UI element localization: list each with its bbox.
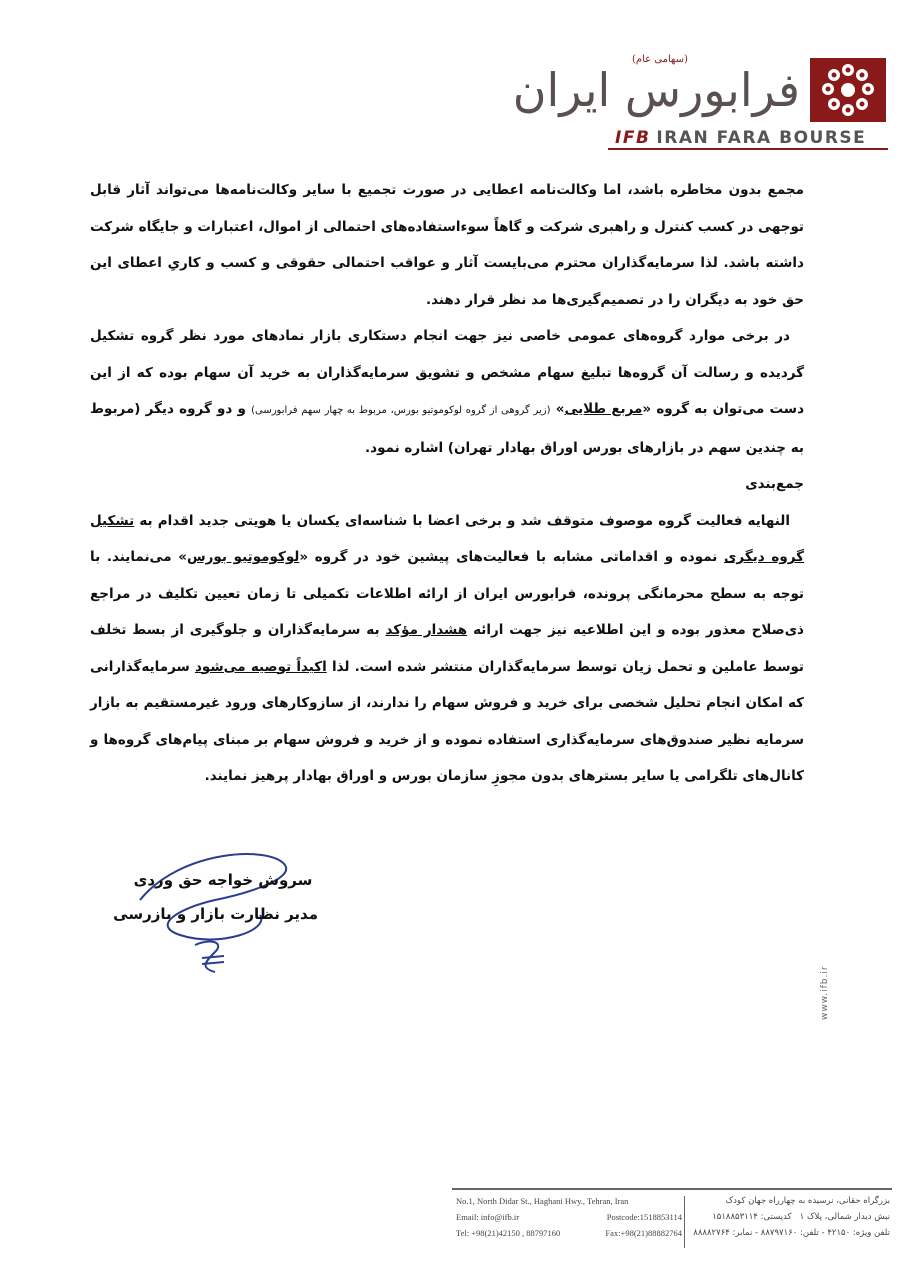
paragraph-2: در برخی موارد گروه‌های عمومی خاصی نیز جهت انجام دستکاری بازار نمادهای مورد نظر گروه تشکیل گردیده و رسالت آن گروه‌ها تبلیغ سهام مشخص و تشویق سرمایه‌گذاران به خرید آن سهام بوده که از این دست می‌توان به گروه «مربع طلایی» (زیر گروهی از گروه لوکوموتیو بورس، مربوط به چهار سهم فرابورسی) و دو گروه دیگر (مربوط به چندین سهم در بازارهای بورس اوراق بهادار تهران) اشاره نمود. (90, 328, 805, 456)
strong-warning-phrase: هشدار مؤکد (385, 622, 468, 638)
footer-postcode-fa: کدپستی: ۱۵۱۸۸۵۳۱۱۴ (712, 1212, 792, 1222)
footer-english (456, 1193, 682, 1241)
logo-english-text: IRAN FARA BOURSE (656, 128, 867, 148)
paragraph-3: النهایه فعالیت گروه موصوف متوقف شد و برخی اعضا با شناسه‌ای یکسان یا هویتی جدید اقدام به تشکیل گروه دیگری نموده و اقداماتی مشابه با فعالیت‌های پیشین خود در گروه «لوکوموتیو بورس» می‌نمایند. با توجه به سطح محرمانگی پرونده، فرابورس ایران از ارائه اطلاعات تکمیلی تا زمان تعیین تکلیف در مراجع ذی‌صلاح معذور بوده و این اطلاعیه نیز جهت ارائه هشدار مؤکد به سرمایه‌گذاران و جلوگیری از بسط تخلف توسط عاملین و تحمل زیان توسط سرمایه‌گذاران منتشر شده است. لذا اکیداً توصیه می‌شود سرمایه‌گذارانی که امکان انجام تحلیل شخصی برای خرید و فروش سهام را ندارند، از سازوکارهای ورود غیرمستقیم به بازار سرمایه نظیر صندوق‌های سرمایه‌گذاری استفاده نموده و از خرید و فروش سهام بر مبنای پیام‌های گروه‌ها و کانال‌های تلگرامی یا سایر بسترهای بدون مجوزِ سازمان بورس و اوراق بهادار پرهیز نمایند. (90, 512, 805, 784)
footer-postcode-en: Postcode:1518853114 (606, 1212, 682, 1222)
fara-bourse-emblem-icon (808, 56, 888, 124)
group-note: (زیر گروهی از گروه لوکوموتیو بورس، مربوط به چهار سهم فرابورسی) (251, 405, 551, 416)
footer-tel-fa: تلفن ویژه: ۴۲۱۵۰ - تلفن: ۸۸۷۹۷۱۶۰ - نمابر: ۸۸۸۸۲۷۶۴ (693, 1228, 890, 1238)
summary-heading: جمع‌بندی (745, 476, 804, 492)
strongly-recommended-phrase: اکیداً توصیه می‌شود (194, 658, 327, 675)
document-body (90, 172, 804, 795)
locomotive-group-phrase: لوکوموتیو بورس (187, 549, 300, 565)
logo-persian-name: فرابورس ایران (512, 63, 800, 117)
footer (452, 1188, 892, 1248)
footer-address-en: No.1, North Didar St., Haghani Hwy., Tehran, Iran (456, 1196, 629, 1206)
footer-address-fa: بزرگراه حقانی، نرسیده به چهارراه جهان کودک (725, 1196, 890, 1206)
signer-name: سروش خواجه حق وردی (133, 871, 313, 889)
logo-subtitle: (سهامی عام) (632, 54, 688, 65)
header-rule (608, 148, 888, 150)
footer-divider (684, 1196, 685, 1248)
footer-fax-en: Fax:+98(21)88882764 (605, 1228, 682, 1238)
footer-rule (452, 1188, 892, 1190)
footer-street-fa: نبش دیدار شمالی، پلاک ۱ کدپستی: ۱۵۱۸۸۵۳۱۱۴ (712, 1212, 890, 1222)
new-group-phrase: تشکیل گروه دیگری (90, 512, 804, 565)
footer-tel-en: Tel: +98(21)42150 , 88797160 (456, 1228, 561, 1238)
footer-email: Email: info@ifb.ir (456, 1212, 520, 1222)
logo-english-name (615, 128, 887, 148)
website-url: www.ifb.ir (820, 965, 830, 1020)
signer-title: مدیر نظارت بازار و بازرسی (113, 905, 318, 923)
footer-persian (690, 1193, 890, 1241)
paragraph-1: مجمع بدون مخاطره باشد، اما وکالت‌نامه اعطایی در صورت تجمیع با سایر وکالت‌نامه‌ها می‌تواند آثار قابل توجهی در کسب کنترل و راهبری شرکت و گاهاً سوءاستفاده‌های احتمالی از اموال، اعتبارات و جایگاه شرکت داشته باشد. لذا سرمایه‌گذاران محترم می‌بایست آثار و عواقب احتمالی حقوقی و کسب و کاریِ اعطای این حق خود به دیگران را در تصمیم‌گیری‌ها مد نظر قرار دهند. (90, 182, 804, 308)
golden-square-group: مربع طلایی (564, 401, 643, 417)
logo-ifb-mark: IFB (615, 128, 651, 148)
